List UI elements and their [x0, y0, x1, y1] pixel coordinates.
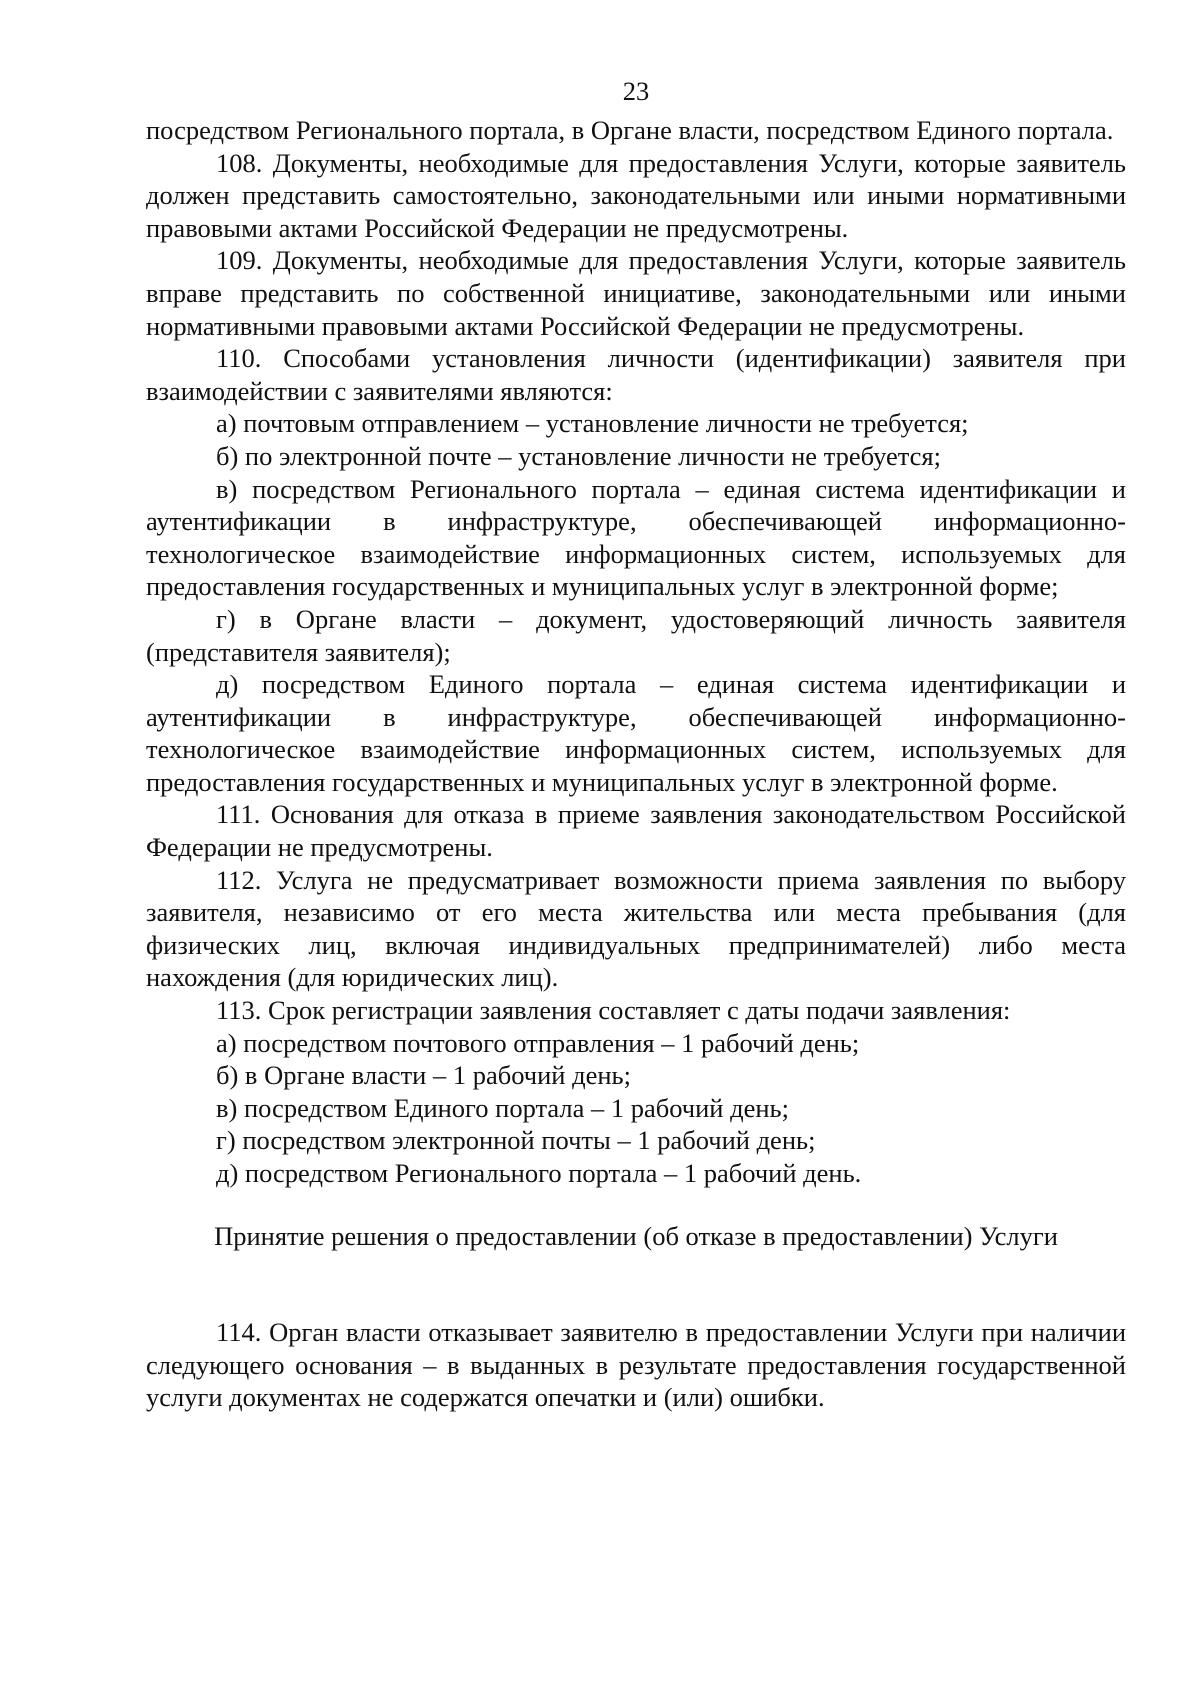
paragraph-110: 110. Способами установления личности (идентификации) заявителя при взаимодействии с заявителями являются: — [146, 343, 1126, 406]
paragraph-111: 111. Основания для отказа в приеме заявления законодательством Российской Федерации не предусмотрены. — [146, 799, 1126, 863]
paragraph-113-a: а) посредством почтового отправления – 1 рабочий день; — [216, 1027, 860, 1058]
paragraph-continuation: посредством Регионального портала, в Органе власти, посредством Единого портала. — [146, 115, 1114, 145]
paragraph-109: 109. Документы, необходимые для предоставления Услуги, которые заявитель вправе представить по собственной инициативе, законодательными или иными нормативными правовыми актами Российской Федерации не предусмотрены. — [146, 245, 1126, 341]
paragraph-110-a: а) почтовым отправлением – установление личности не требуется; — [216, 408, 969, 439]
paragraph-112: 112. Услуга не предусматривает возможности приема заявления по выбору заявителя, независимо от его места жительства или места пребывания (для физических лиц, включая индивидуальных предпринимателей) либо места нахождения (для юридических лиц). — [146, 864, 1126, 993]
paragraph-113: 113. Срок регистрации заявления составляет с даты подачи заявления: — [216, 995, 1011, 1026]
paragraph-113-v: в) посредством Единого портала – 1 рабочий день; — [216, 1092, 789, 1123]
paragraph-110-g: г) в Органе власти – документ, удостоверяющий личность заявителя (представителя заявителя); — [146, 603, 1126, 667]
page-number: 23 — [622, 76, 650, 106]
section-heading: Принятие решения о предоставлении (об отказе в предоставлении) Услуги — [214, 1220, 1058, 1251]
paragraph-110-b: б) по электронной почте – установление личности не требуется; — [216, 440, 941, 471]
paragraph-110-d: д) посредством Единого портала – единая система идентификации и аутентификации в инфраструктуре, обеспечивающей информационно-технологическое взаимодействие информационных систем, используемых для предоставления государственных и муниципальных услуг в электронной форме. — [146, 669, 1126, 797]
paragraph-108: 108. Документы, необходимые для предоставления Услуги, которые заявитель должен представить самостоятельно, законодательными или иными нормативными правовыми актами Российской Федерации не предусмотрены. — [146, 147, 1126, 243]
paragraph-110-v: в) посредством Регионального портала – единая система идентификации и аутентификации в инфраструктуре, обеспечивающей информационно-технологическое взаимодействие информационных систем, используемых для предоставления государственных и муниципальных услуг в электронной форме; — [146, 473, 1126, 602]
paragraph-113-g: г) посредством электронной почты – 1 рабочий день; — [216, 1125, 816, 1156]
paragraph-113-d: д) посредством Регионального портала – 1 рабочий день. — [216, 1158, 862, 1188]
document-page — [146, 74, 1126, 1414]
paragraph-113-b: б) в Органе власти – 1 рабочий день; — [216, 1060, 631, 1091]
paragraph-114: 114. Орган власти отказывает заявителю в предоставлении Услуги при наличии следующего основания – в выданных в результате предоставления государственной услуги документах не содержатся опечатки и (или) ошибки. — [146, 1317, 1126, 1413]
